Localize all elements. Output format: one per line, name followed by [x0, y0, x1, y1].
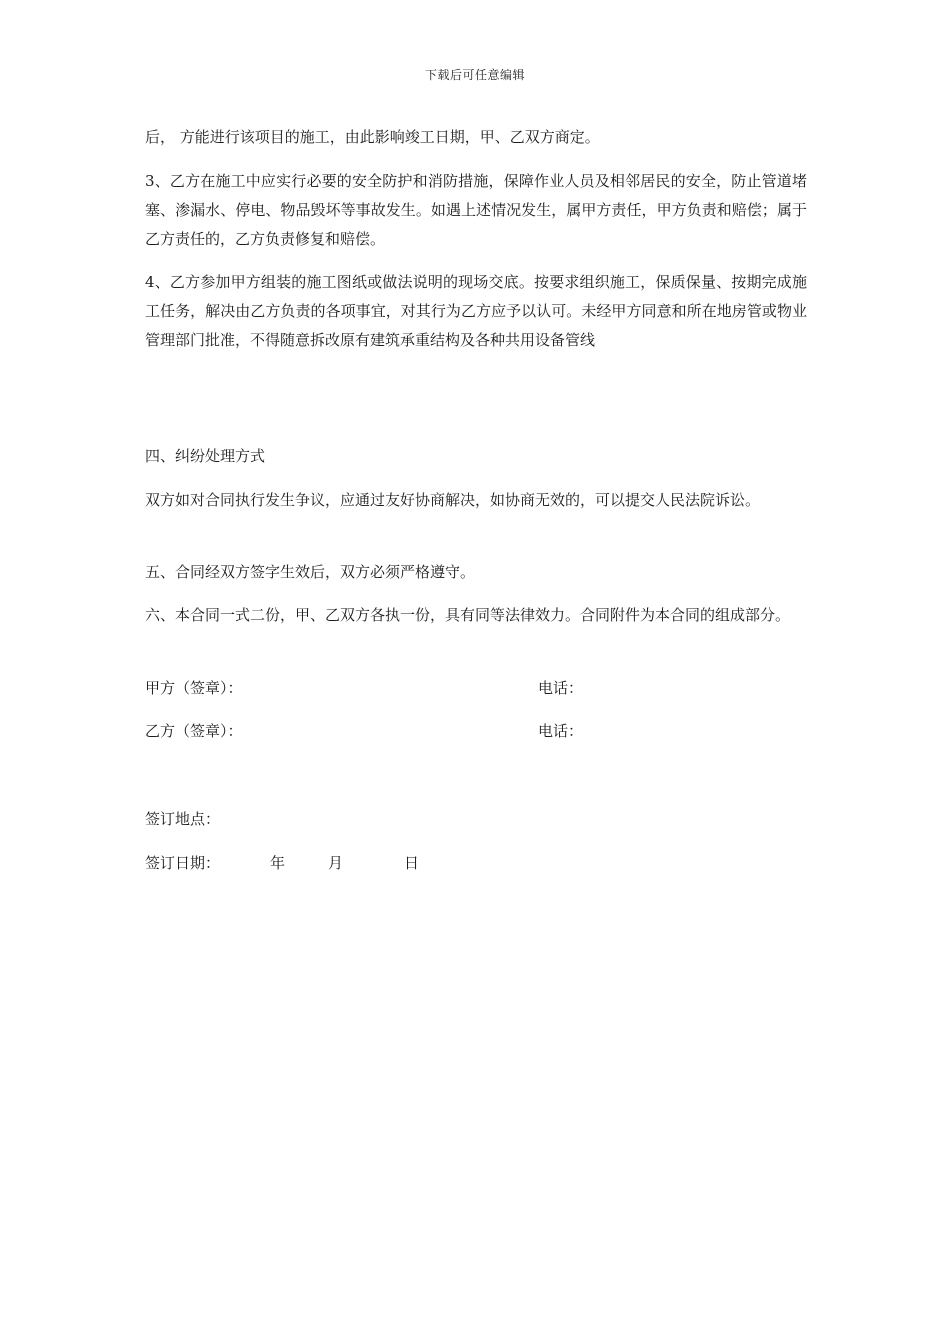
paragraph-continuation: 后， 方能进行该项目的施工，由此影响竣工日期，甲、乙双方商定。 — [145, 128, 600, 146]
paragraph-clause-4: 4、乙方参加甲方组装的施工图纸或做法说明的现场交底。按要求组织施工，保质保量、按期完成施工任务，解决由乙方负责的各项事宜，对其行为乙方应予以认可。未经甲方同意和所在地房管或物业管理部门批准，不得随意拆改原有建筑承重结构及各种共用设备管线 — [145, 273, 807, 349]
section-title-dispute: 四、纠纷处理方式 — [145, 447, 266, 465]
paragraph-effect: 五、合同经双方签字生效后，双方必须严格遵守。 — [145, 563, 476, 581]
party-b-signature-label: 乙方（签章）： — [145, 722, 243, 740]
day-label: 日 — [404, 854, 420, 872]
party-a-phone-label: 电话： — [538, 679, 584, 697]
paragraph-copies: 六、本合同一式二份，甲、乙双方各执一份，具有同等法律效力。合同附件为本合同的组成部分。 — [145, 606, 791, 624]
header-note: 下载后可任意编辑 — [424, 68, 525, 82]
month-label: 月 — [328, 854, 344, 872]
party-a-signature-label: 甲方（签章）： — [145, 679, 243, 697]
party-b-phone-label: 电话： — [538, 722, 584, 740]
year-label: 年 — [270, 854, 286, 872]
signing-place-label: 签订地点： — [145, 810, 221, 828]
paragraph-clause-3: 3、乙方在施工中应实行必要的安全防护和消防措施，保障作业人员及相邻居民的安全，防止管道堵塞、渗漏水、停电、物品毁坏等事故发生。如遇上述情况发生，属甲方责任，甲方负责和赔偿；属于乙方责任的，乙方负责修复和赔偿。 — [145, 172, 807, 248]
signing-date-label: 签订日期： — [145, 854, 221, 872]
paragraph-dispute: 双方如对合同执行发生争议，应通过友好协商解决，如协商无效的，可以提交人民法院诉讼。 — [145, 491, 761, 509]
